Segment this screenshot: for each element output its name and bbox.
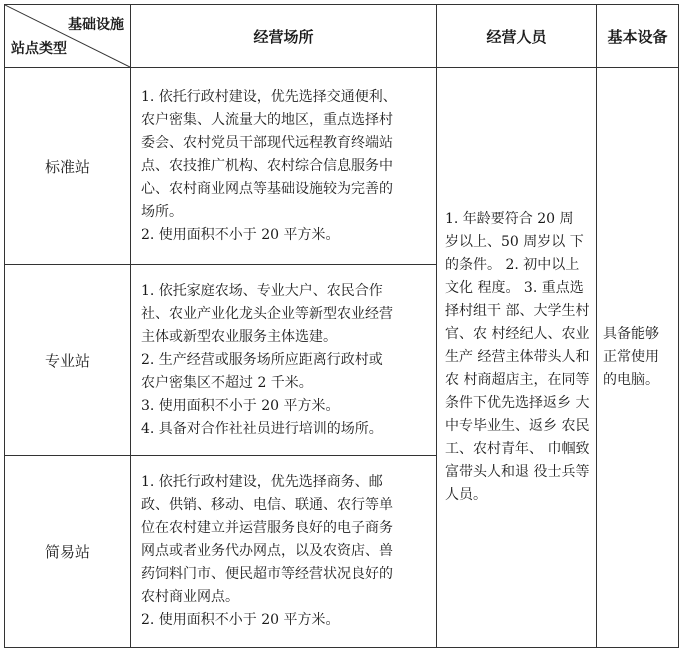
- place-line: 1. 依托行政村建设，优先选择交通便利、: [141, 88, 397, 105]
- place-line: 1. 依托家庭农场、专业大户、农民合作: [141, 282, 383, 299]
- header-row: [5, 5, 679, 68]
- equipment-line: 具备能够: [603, 326, 659, 342]
- people-line: 村商超店主，在同等: [463, 372, 590, 388]
- table-row-standard: [5, 68, 679, 265]
- place-line: 1. 依托行政村建设，优先选择商务、邮: [141, 474, 383, 490]
- people-line: 程度。: [477, 280, 520, 296]
- place-cell-simple: [131, 456, 437, 648]
- people-line: 下的条件。: [445, 234, 584, 273]
- place-line: 点、农技推广机构、农村综合信息服务中: [141, 157, 393, 174]
- column-header-equipment: 基本设备: [597, 5, 679, 68]
- place-cell-standard: [131, 68, 437, 265]
- station-requirements-table: [4, 4, 679, 648]
- column-header-place: 经营场所: [131, 5, 437, 68]
- place-line: 社、农业产业化龙头企业等新型农业经营: [141, 305, 393, 322]
- people-line: 农民工、农村青年、: [445, 418, 590, 457]
- equipment-cell: [597, 68, 679, 648]
- place-line: 药饲料门市、便民超市等经营状况良好的: [141, 566, 393, 582]
- equipment-line: 正常使用: [603, 349, 659, 365]
- diagonal-bottom-label: 站点类型: [11, 41, 67, 57]
- people-line: 巾帼致富带头人和退: [445, 441, 590, 480]
- place-line: 农村商业网点。: [141, 589, 239, 605]
- people-line: 2. 初中以上文化: [445, 257, 580, 296]
- place-line: 2. 使用面积不小于 20 平方米。: [141, 612, 340, 628]
- row-label-professional: 专业站: [5, 265, 131, 456]
- people-line: 经营主体带头人和农: [445, 349, 590, 388]
- place-line: 2. 使用面积不小于 20 平方米。: [141, 226, 340, 243]
- people-line: 村经纪人、农业生产: [445, 326, 590, 365]
- row-label-standard: 标准站: [5, 68, 131, 265]
- place-line: 政、供销、移动、电信、联通、农行等单: [141, 497, 393, 513]
- diagonal-header-cell: [5, 5, 131, 68]
- diagonal-top-label: 基础设施: [68, 17, 124, 33]
- people-line: 役士兵等人员。: [445, 464, 590, 503]
- people-cell: [437, 68, 597, 648]
- row-label-simple: 简易站: [5, 456, 131, 648]
- place-line: 主体或新型农业服务主体选建。: [141, 328, 337, 345]
- place-line: 农户密集区不超过 2 千米。: [141, 374, 313, 391]
- place-line: 4. 具备对合作社社员进行培训的场所。: [141, 420, 383, 437]
- place-line: 3. 使用面积不小于 20 平方米。: [141, 397, 340, 414]
- place-line: 位在农村建立并运营服务良好的电子商务: [141, 520, 393, 536]
- place-line: 2. 生产经营或服务场所应距离行政村或: [141, 351, 383, 368]
- people-line: 岁以上、50 周岁以: [445, 234, 566, 250]
- place-line: 委会、农村党员干部现代远程教育终端站: [141, 134, 393, 151]
- people-line: 部、大学生村官、农: [445, 303, 590, 342]
- equipment-line: 的电脑。: [603, 372, 659, 388]
- place-line: 网点或者业务代办网点，以及农资店、兽: [141, 543, 393, 559]
- people-line: 1. 年龄要符合 20 周: [445, 211, 574, 227]
- place-cell-professional: [131, 265, 437, 456]
- place-line: 农户密集、人流量大的地区，重点选择村: [141, 111, 393, 128]
- column-header-people: 经营人员: [437, 5, 597, 68]
- people-line: 3. 重点选择村组干: [445, 280, 584, 319]
- place-line: 心、农村商业网点等基础设施较为完善的: [141, 180, 393, 197]
- place-line: 场所。: [141, 203, 183, 220]
- people-line: 大中专毕业生、返乡: [445, 395, 590, 434]
- people-line: 条件下优先选择返乡: [445, 395, 571, 411]
